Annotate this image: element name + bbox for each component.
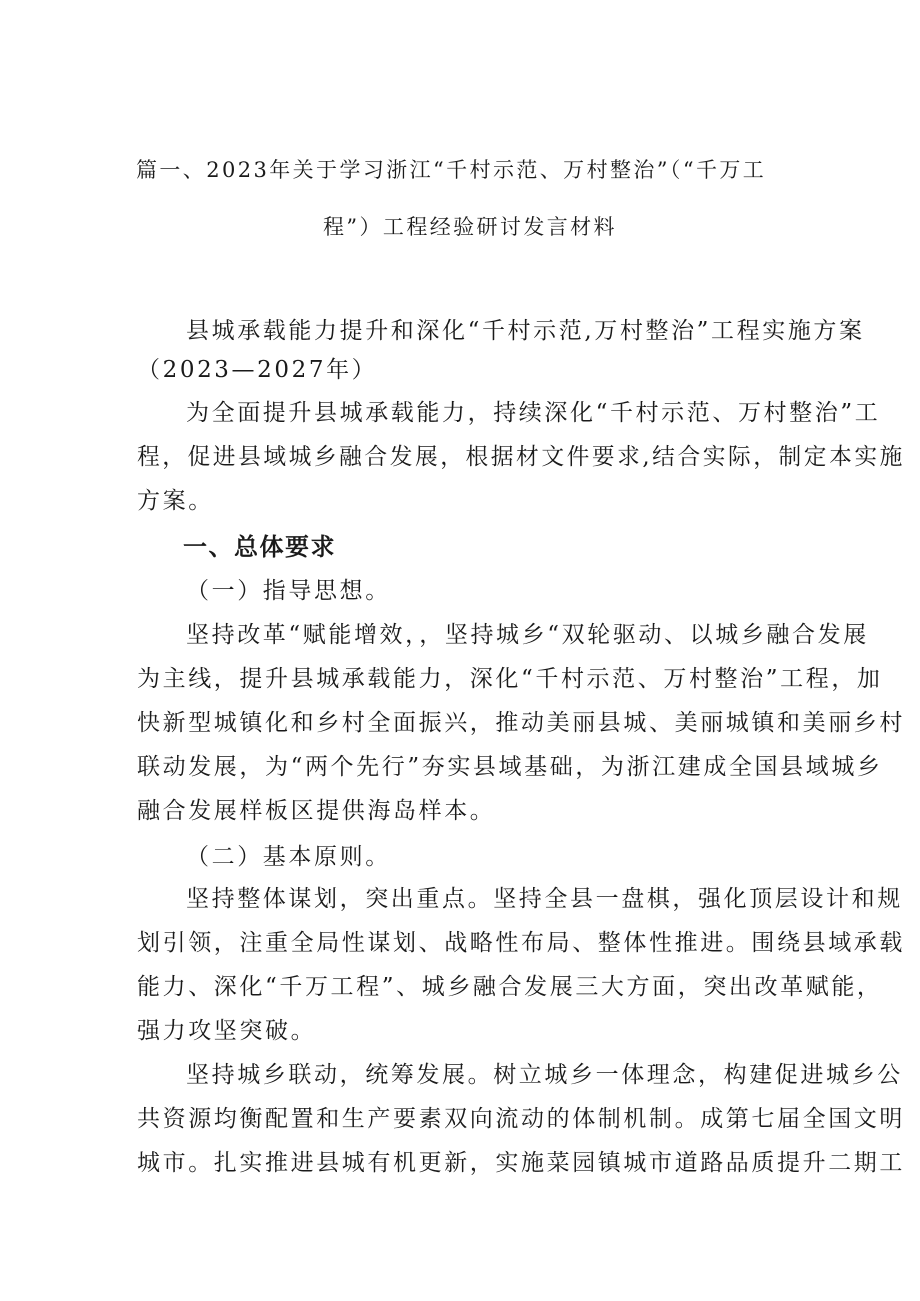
document-title-line-2: 程”）工程经验研讨发言材料: [323, 215, 617, 239]
subsection-heading-guiding-ideology: （一）指导思想。: [186, 578, 391, 604]
plan-title-line-1: 县城承载能力提升和深化“千村示范,万村整治”工程实施方案: [186, 318, 865, 344]
principle-2-line-3: 城市。扎实推进县城有机更新，实施菜园镇城市道路品质提升二期工: [137, 1150, 905, 1176]
plan-title-line-2: （2023—2027年）: [137, 357, 378, 383]
principle-1-line-2: 划引领，注重全局性谋划、战略性布局、整体性推进。围绕县域承载: [137, 930, 905, 956]
principle-2-line-2: 共资源均衡配置和生产要素双向流动的体制机制。成第七届全国文明: [137, 1106, 905, 1132]
principle-1-line-3: 能力、深化“千万工程”、城乡融合发展三大方面，突出改革赋能，: [137, 974, 883, 1000]
principle-1-line-4: 强力攻坚突破。: [137, 1018, 317, 1044]
section-heading-overall-requirements: 一、总体要求: [183, 533, 336, 561]
guiding-ideology-line-1: 坚持改革“赋能增效，，坚持城乡“双轮驱动、以城乡融合发展: [186, 622, 869, 648]
principle-1-line-1: 坚持整体谋划，突出重点。坚持全县一盘棋，强化顶层设计和规: [186, 886, 903, 912]
guiding-ideology-line-5: 融合发展样板区提供海岛样本。: [137, 798, 496, 824]
intro-paragraph-line-3: 方案。: [137, 488, 214, 514]
guiding-ideology-line-3: 快新型城镇化和乡村全面振兴，推动美丽县城、美丽城镇和美丽乡村: [137, 710, 905, 736]
document-title-line-1: 篇一、2023年关于学习浙江“千村示范、万村整治”（“千万工: [136, 158, 767, 182]
intro-paragraph-line-1: 为全面提升县城承载能力，持续深化“千村示范、万村整治”工: [186, 400, 881, 426]
guiding-ideology-line-2: 为主线，提升县城承载能力，深化“千村示范、万村整治”工程，加: [137, 666, 883, 692]
intro-paragraph-line-2: 程，促进县域城乡融合发展，根据材文件要求,结合实际，制定本实施: [137, 444, 905, 470]
subsection-heading-basic-principles: （二）基本原则。: [186, 844, 391, 870]
guiding-ideology-line-4: 联动发展，为“两个先行”夯实县域基础，为浙江建成全国县域城乡: [137, 754, 883, 780]
principle-2-line-1: 坚持城乡联动，统筹发展。树立城乡一体理念，构建促进城乡公: [186, 1062, 903, 1088]
